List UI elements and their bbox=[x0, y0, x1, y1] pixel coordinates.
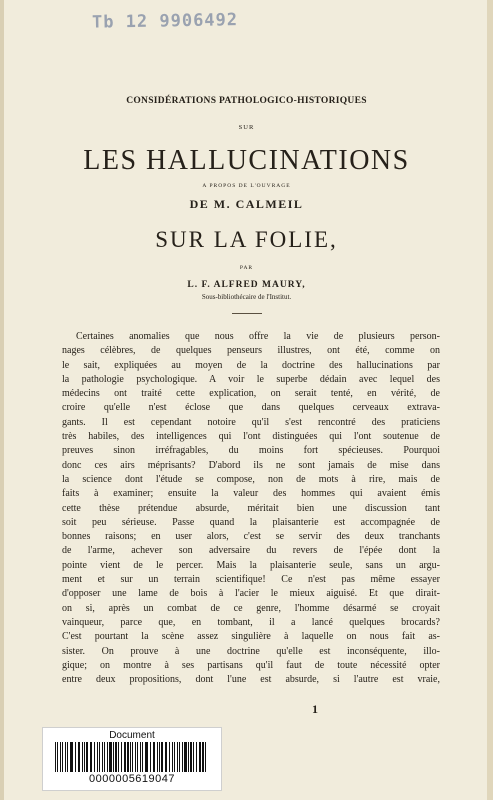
barcode-bar bbox=[165, 742, 167, 772]
body-line: gants. Il est cependant notoire qu'il s'est rencontré des praticiens bbox=[62, 416, 440, 428]
body-line: entre deux propositions, dont l'une est absurde, si l'autre est vraie, bbox=[62, 674, 440, 686]
barcode-bar bbox=[159, 742, 160, 772]
barcode-bar bbox=[90, 742, 92, 772]
main-title: LES HALLUCINATIONS bbox=[83, 145, 410, 176]
barcode-bar bbox=[142, 742, 143, 772]
body-line: la science dont l'étude se compose, non de mots à rire, mais de bbox=[62, 473, 440, 485]
barcode-bar bbox=[55, 742, 56, 772]
barcode-bar bbox=[182, 742, 183, 772]
barcode-bar bbox=[199, 742, 201, 772]
barcode-bar bbox=[184, 742, 187, 772]
body-line: C'est pourtant la scène assez singulière à laquelle on nous fait as- bbox=[62, 631, 440, 643]
work-title: SUR LA FOLIE, bbox=[155, 227, 338, 252]
body-line: bonnes raisons; en user alors, c'est se servir des deux tranchants bbox=[62, 531, 440, 543]
page-edge-left bbox=[0, 0, 4, 800]
barcode-bar bbox=[84, 742, 85, 772]
barcode-bar bbox=[78, 742, 80, 772]
body-line: cette thèse prétendue absurde, méritait bien une discussion tant bbox=[62, 502, 440, 514]
barcode-bar bbox=[172, 742, 173, 772]
barcode-bar bbox=[97, 742, 98, 772]
body-line: ment et sur un terrain scientifique! Ce n'est pas même essayer bbox=[62, 574, 440, 586]
body-line: preuves sinon irréfragables, du moins fort spécieuses. Pourquoi bbox=[62, 445, 440, 457]
barcode-caption: Document bbox=[109, 730, 155, 741]
barcode-bar bbox=[94, 742, 95, 772]
barcode-bar bbox=[130, 742, 131, 772]
author-role: Sous-bibliothécaire de l'Institut. bbox=[201, 293, 292, 301]
body-line: de l'arme, achever son adversaire du revers de l'épée dont la bbox=[62, 545, 440, 557]
body-line: sister. On prouve à une doctrine qu'elle est inconséquente, illo- bbox=[62, 645, 440, 657]
barcode-bar bbox=[169, 742, 170, 772]
barcode-bar bbox=[137, 742, 138, 772]
body-line: donc ces airs méprisants? D'abord ils ne sont jamais de mise dans bbox=[62, 459, 440, 471]
barcode-bar bbox=[161, 742, 163, 772]
subtitle: CONSIDÉRATIONS PATHOLOGICO-HISTORIQUES bbox=[126, 96, 367, 106]
barcode-bar bbox=[188, 742, 189, 772]
body-line: très habiles, des intelligences qui l'ont distinguées qui l'ont soutenue de bbox=[62, 431, 440, 443]
body-line: pointe vient de le percer. Mais la plaisanterie seule, sans un argu- bbox=[62, 559, 440, 571]
body-line: le sait, expliquées au moyen de la doctrine des hallucinations par bbox=[62, 359, 440, 371]
barcode-bar bbox=[174, 742, 175, 772]
barcode-bar bbox=[150, 742, 151, 772]
body-line: d'opposer une lame de bois à l'acier le mieux aiguisé. Et que dirait- bbox=[62, 588, 440, 600]
barcode-bar bbox=[179, 742, 180, 772]
body-line: soit peu sérieuse. Passe quand la plaisanterie est accompagnée de bbox=[62, 516, 440, 528]
page-number: 1 bbox=[312, 702, 318, 716]
barcode-bar bbox=[124, 742, 126, 772]
barcode-bar bbox=[107, 742, 108, 772]
barcode-bar bbox=[70, 742, 73, 772]
barcode-bar bbox=[135, 742, 136, 772]
barcode-bar bbox=[104, 742, 105, 772]
body-line: la pathologie psychologique. A voir le superbe dédain avec lequel des bbox=[62, 373, 440, 385]
work-author: DE M. CALMEIL bbox=[189, 197, 304, 211]
handwritten-shelfmark: Tb 12 9906492 bbox=[91, 10, 239, 33]
barcode-bar bbox=[145, 742, 148, 772]
body-line: vainqueur, parce que, en tombant, il a lancé quelques brocards? bbox=[62, 616, 440, 628]
body-line: gique; on montre à ses partisans qu'il faut de toute nécessité opter bbox=[62, 659, 440, 671]
author-name: L. F. ALFRED MAURY, bbox=[187, 280, 306, 290]
barcode-bar bbox=[127, 742, 129, 772]
barcode-bar bbox=[86, 742, 88, 772]
propos-line: A PROPOS DE L'OUVRAGE bbox=[202, 183, 291, 189]
barcode-bar bbox=[205, 742, 206, 772]
body-line: faits à examiner; ensuite la valeur des hommes qui avaient émis bbox=[62, 488, 440, 500]
barcode-bar bbox=[121, 742, 122, 772]
barcode-bars bbox=[55, 742, 209, 772]
barcode-label bbox=[42, 727, 222, 791]
barcode-bar bbox=[196, 742, 197, 772]
body-text bbox=[62, 330, 440, 687]
barcode-bar bbox=[102, 742, 103, 772]
barcode-bar bbox=[60, 742, 61, 772]
barcode-number: 0000005619047 bbox=[88, 773, 176, 785]
body-line: on si, après un combat de ce genre, l'homme désarmé se croyait bbox=[62, 602, 440, 614]
barcode-bar bbox=[177, 742, 178, 772]
barcode-bar bbox=[132, 742, 133, 772]
barcode-bar bbox=[62, 742, 63, 772]
barcode-bar bbox=[193, 742, 194, 772]
par-connector: PAR bbox=[239, 265, 254, 271]
barcode-bar bbox=[82, 742, 83, 772]
barcode-bar bbox=[202, 742, 204, 772]
barcode-bar bbox=[157, 742, 158, 772]
barcode-bar bbox=[113, 742, 114, 772]
barcode-bar bbox=[109, 742, 112, 772]
barcode-bar bbox=[57, 742, 58, 772]
body-line: croire qu'elle n'est éclose que dans quelques cerveaux extrava- bbox=[62, 402, 440, 414]
barcode-bar bbox=[190, 742, 192, 772]
barcode-bar bbox=[153, 742, 155, 772]
body-line: nages célèbres, de quelques penseurs illustres, ont été, comme on bbox=[62, 345, 440, 357]
body-line: Certaines anomalies que nous offre la vie de plusieurs person- bbox=[76, 331, 440, 342]
body-line: médecins ont traité cette explication, on serait tenté, en vérité, de bbox=[62, 388, 440, 400]
barcode-bar bbox=[99, 742, 100, 772]
page-edge-right bbox=[487, 0, 493, 800]
divider-rule bbox=[232, 313, 262, 314]
barcode-bar bbox=[67, 742, 68, 772]
barcode-bar bbox=[140, 742, 141, 772]
barcode-bar bbox=[75, 742, 76, 772]
barcode-bar bbox=[118, 742, 119, 772]
barcode-bar bbox=[115, 742, 117, 772]
barcode-bar bbox=[65, 742, 66, 772]
sur-connector: SUR bbox=[238, 124, 255, 131]
